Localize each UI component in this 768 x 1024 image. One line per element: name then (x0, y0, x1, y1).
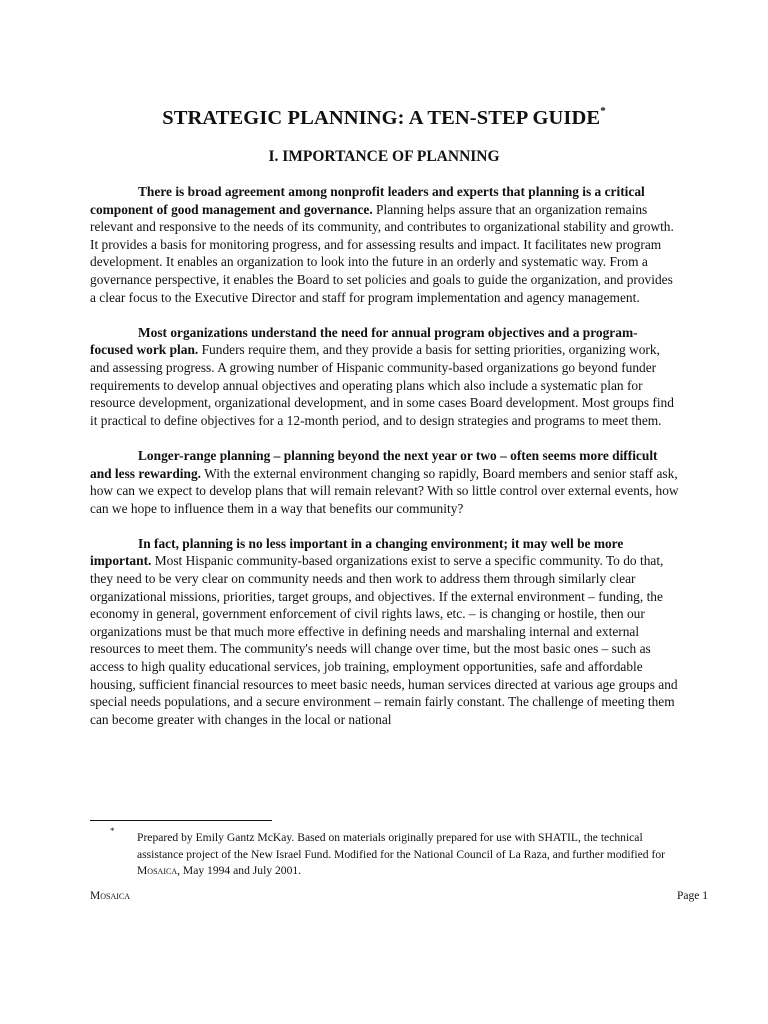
footnote-org: Mosaica (137, 864, 178, 878)
body-text (90, 183, 680, 746)
paragraph-2 (90, 324, 680, 430)
paragraph-text: Most Hispanic community-based organizations exist to serve a specific community. To do that, they need to be very clear on community needs and then work to address them through similarly clear organizational missions, priorities, target groups, and objectives. If the external environment – funding, the economy in general, government enforcement of civil rights laws, etc. – is changing or hostile, then our organizations must be that much more effective in defining needs and marshaling internal and external resources to meet them. The community's needs will change over time, but the most basic ones – such as access to high quality educational services, job training, employment opportunities, safe and affordable housing, sufficient financial resources to meet basic needs, human services directed at various age groups and special needs populations, and a secure environment – remain fairly constant. The challenge of meeting them can become greater with changes in the local or national (90, 553, 678, 727)
paragraph-lead: There is broad agreement among nonprofit leaders and experts that planning is a critical component of good management and governance. (90, 184, 645, 217)
footer-organization: Mosaica (90, 890, 131, 902)
paragraph-text: With the external environment changing so rapidly, Board members and senior staff ask, how can we expect to develop plans that will remain relevant? With so little control over external events, how can we hope to influence them in a way that benefits our community? (90, 465, 679, 516)
footnote-separator (90, 820, 272, 821)
footnote-text: Prepared by Emily Gantz McKay. Based on materials originally prepared for use with SHATIL, the technical assistance project of the New Israel Fund. Modified for the National Council of La Raza, and further modified for (137, 831, 665, 861)
footnote (137, 830, 677, 880)
paragraph-4 (90, 535, 680, 729)
section-heading: I. IMPORTANCE OF PLANNING (268, 148, 500, 165)
paragraph-lead: Most organizations understand the need for annual program objectives and a program-focused work plan. (90, 324, 638, 358)
paragraph-lead: Longer-range planning – planning beyond the next year or two – often seems more difficult and less rewarding. (90, 447, 658, 481)
paragraph-lead: In fact, planning is no less important in a changing environment; it may well be more important. (90, 535, 624, 569)
footnote-mark: * (110, 826, 115, 836)
title-footnote-mark: * (600, 105, 606, 117)
document-title (60, 107, 708, 130)
paragraph-3 (90, 447, 680, 517)
paragraph-1 (90, 183, 680, 306)
footnote-text-end: , May 1994 and July 2001. (177, 864, 302, 878)
title-text: STRATEGIC PLANNING: A TEN-STEP GUIDE (162, 107, 601, 129)
page-number: Page 1 (677, 890, 708, 902)
paragraph-text: Planning helps assure that an organization remains relevant and responsive to the needs of its community, and contributes to organizational stability and growth. It provides a basis for monitoring progress, and for assessing results and impact. It facilitates new program development. It enables an organization to look into the future in an orderly and systematic way. From a governance perspective, it enables the Board to set policies and goals to guide the organization, and provides a clear focus to the Executive Director and staff for program implementation and agency management. (90, 201, 674, 305)
paragraph-text: Funders require them, and they provide a basis for setting priorities, organizing work, and assessing progress. A growing number of Hispanic community-based organizations go beyond funder requirements to develop annual objectives and operating plans which also include a systematic plan for resource development, organizational development, and in some cases Board development. Most groups find it practical to define objectives for a 12-month period, and to design strategies and programs to meet them. (90, 342, 674, 428)
